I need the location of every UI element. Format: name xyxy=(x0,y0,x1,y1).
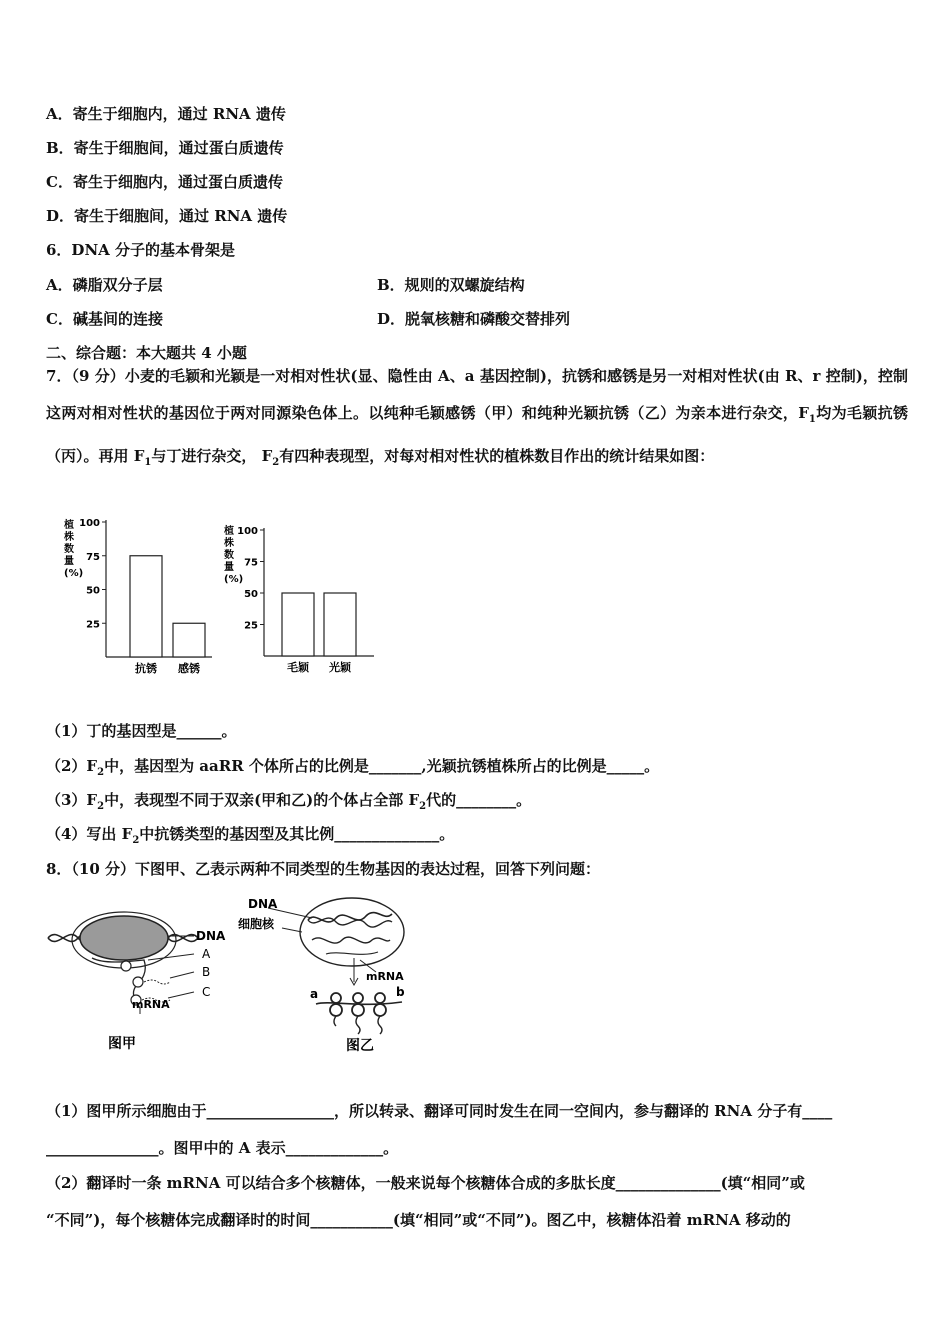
q7-sq3-sub: 2 xyxy=(97,801,105,812)
q6-stem: 6．DNA 分子的基本骨架是 xyxy=(46,241,236,259)
jia-label-c: C xyxy=(202,985,211,999)
jia-polypeptide-1 xyxy=(144,980,170,984)
q8-subquestion-2a: （2）翻译时一条 mRNA 可以结合多个核糖体，一般来说每个核糖体合成的多肽长度______________(填“相同”或 xyxy=(46,1174,805,1192)
y-tick-label: 25 xyxy=(244,620,258,632)
q7-sq3-a: （3）F xyxy=(46,791,98,809)
category-label: 感锈 xyxy=(178,662,200,675)
jia-leader-a xyxy=(148,954,194,960)
q7-sq3-c: 代的________。 xyxy=(426,791,532,809)
y-axis-label: 数 xyxy=(64,544,74,555)
category-label: 毛颖 xyxy=(287,661,309,674)
yi-leader-nucleus xyxy=(282,928,302,932)
y-axis-label: 数 xyxy=(224,550,234,561)
q7-sq4-sub: 2 xyxy=(132,835,140,846)
q7-stem-part4: 有四种表现型，对每对相对性状的植株数目作出的统计结果如图： xyxy=(279,447,715,465)
y-axis-label: 株 xyxy=(64,532,74,543)
q7-stem-part2: 均为毛颖抗锈（丙）。再用 F xyxy=(46,404,908,465)
q6-option-d: D．脱氧核糖和磷酸交替排列 xyxy=(377,310,571,328)
bar-抗锈 xyxy=(130,556,162,657)
q5-option-a: A．寄生于细胞内，通过 RNA 遗传 xyxy=(46,105,286,123)
yi-label-a: a xyxy=(310,987,319,1001)
q7-sub1: 1 xyxy=(808,414,816,425)
jia-label-mrna: mRNA xyxy=(132,998,170,1011)
y-axis-label: (%) xyxy=(64,568,84,579)
q6-option-a: A．磷脂双分子层 xyxy=(46,276,163,294)
q7-sub2: 1 xyxy=(144,457,152,468)
yi-peptide-2 xyxy=(356,1016,360,1034)
q8-stem: 8．（10 分）下图甲、乙表示两种不同类型的生物基因的表达过程，回答下列问题： xyxy=(46,860,601,878)
y-tick-label: 100 xyxy=(237,526,258,537)
bar-毛颖 xyxy=(282,593,314,656)
y-axis-label: (%) xyxy=(224,574,244,585)
bar-感锈 xyxy=(173,623,205,657)
jia-leader-b xyxy=(170,972,194,978)
y-axis-label: 植 xyxy=(224,526,234,537)
jia-label-dna: DNA xyxy=(196,929,226,943)
yi-peptide-3 xyxy=(378,1016,382,1034)
q8-subquestion-1a: （1）图甲所示细胞由于_________________，所以转录、翻译可同时发生在同一空间内，参与翻译的 RNA 分子有____ xyxy=(46,1102,833,1120)
y-axis-label: 量 xyxy=(224,562,234,573)
y-axis-label: 株 xyxy=(224,538,234,549)
yi-peptide-1 xyxy=(334,1016,336,1026)
q7-sub3: 2 xyxy=(272,457,280,468)
yi-label-nucleus: 细胞核 xyxy=(238,917,275,931)
bar-光颖 xyxy=(324,593,356,656)
jia-label-a: A xyxy=(202,947,211,961)
yi-label-mrna: mRNA xyxy=(366,970,404,983)
jia-ribosome-2 xyxy=(133,977,143,987)
jia-leader-c xyxy=(168,992,194,998)
q7-subquestion-1: （1）丁的基因型是______。 xyxy=(46,722,237,740)
q7-sq3-b: 中，表现型不同于双亲(甲和乙)的个体占全部 F xyxy=(104,791,420,809)
q5-option-c: C．寄生于细胞内，通过蛋白质遗传 xyxy=(46,173,283,191)
q7-stem xyxy=(46,358,908,481)
q6-option-c: C．碱基间的连接 xyxy=(46,310,163,328)
q7-sq2-a: （2）F xyxy=(46,757,98,775)
q5-option-b: B．寄生于细胞间，通过蛋白质遗传 xyxy=(46,139,284,157)
q7-sq4-b: 中抗锈类型的基因型及其比例______________。 xyxy=(139,825,455,843)
y-tick-label: 25 xyxy=(86,619,100,631)
q7-subquestion-4 xyxy=(46,823,454,846)
q6-option-b: B．规则的双螺旋结构 xyxy=(377,276,525,294)
figure-yi xyxy=(230,892,430,1060)
category-label: 光颖 xyxy=(329,661,351,674)
q7-sq2-sub: 2 xyxy=(97,767,105,778)
figure-jia xyxy=(44,900,244,1060)
y-axis-label: 量 xyxy=(64,556,74,567)
q7-sq4-a: （4）写出 F xyxy=(46,825,133,843)
jia-caption: 图甲 xyxy=(108,1036,136,1052)
yi-label-b: b xyxy=(396,985,405,999)
y-tick-label: 75 xyxy=(86,551,100,563)
q5-option-d: D．寄生于细胞间，通过 RNA 遗传 xyxy=(46,207,288,225)
y-axis-label: 植 xyxy=(64,520,74,531)
q7-sq3-sub2: 2 xyxy=(419,801,427,812)
y-tick-label: 100 xyxy=(79,518,100,529)
y-tick-label: 50 xyxy=(86,585,100,597)
yi-nucleus xyxy=(300,898,404,966)
q7-chart-left xyxy=(60,512,220,682)
jia-ribosome-1 xyxy=(121,961,131,971)
jia-nucleoid xyxy=(80,916,168,960)
q7-subquestion-3 xyxy=(46,789,531,812)
category-label: 抗锈 xyxy=(135,662,157,675)
yi-label-dna: DNA xyxy=(248,897,278,911)
q7-subquestion-2 xyxy=(46,755,659,778)
q7-stem-part3: 与丁进行杂交， F xyxy=(151,447,273,465)
jia-label-b: B xyxy=(202,965,211,979)
q7-chart-right xyxy=(218,518,378,684)
yi-ribosome-1 xyxy=(330,993,342,1016)
q8-subquestion-1b: _______________。图甲中的 A 表示_____________。 xyxy=(46,1139,399,1157)
q7-stem-part1: 7．（9 分）小麦的毛颖和光颖是一对相对性状(显、隐性由 A、a 基因控制)，抗锈和感锈是另一对相对性状(由 R、r 控制)，控制这两对相对性状的基因位于两对同源染色体上。以纯种毛颖感锈（甲）和纯种光颖抗锈（乙）为亲本进行杂交，F xyxy=(46,367,908,422)
section-heading: 二、综合题：本大题共 4 小题 xyxy=(46,344,247,362)
q7-sq2-b: 中，基因型为 aaRR 个体所占的比例是_______,光颖抗锈植株所占的比例是_____。 xyxy=(104,757,660,775)
y-tick-label: 50 xyxy=(244,589,258,600)
q8-subquestion-2b: “不同”)，每个核糖体完成翻译时的时间___________(填“相同”或“不同”)。图乙中，核糖体沿着 mRNA 移动的 xyxy=(46,1211,791,1229)
y-tick-label: 75 xyxy=(244,557,258,569)
yi-caption: 图乙 xyxy=(346,1038,374,1054)
